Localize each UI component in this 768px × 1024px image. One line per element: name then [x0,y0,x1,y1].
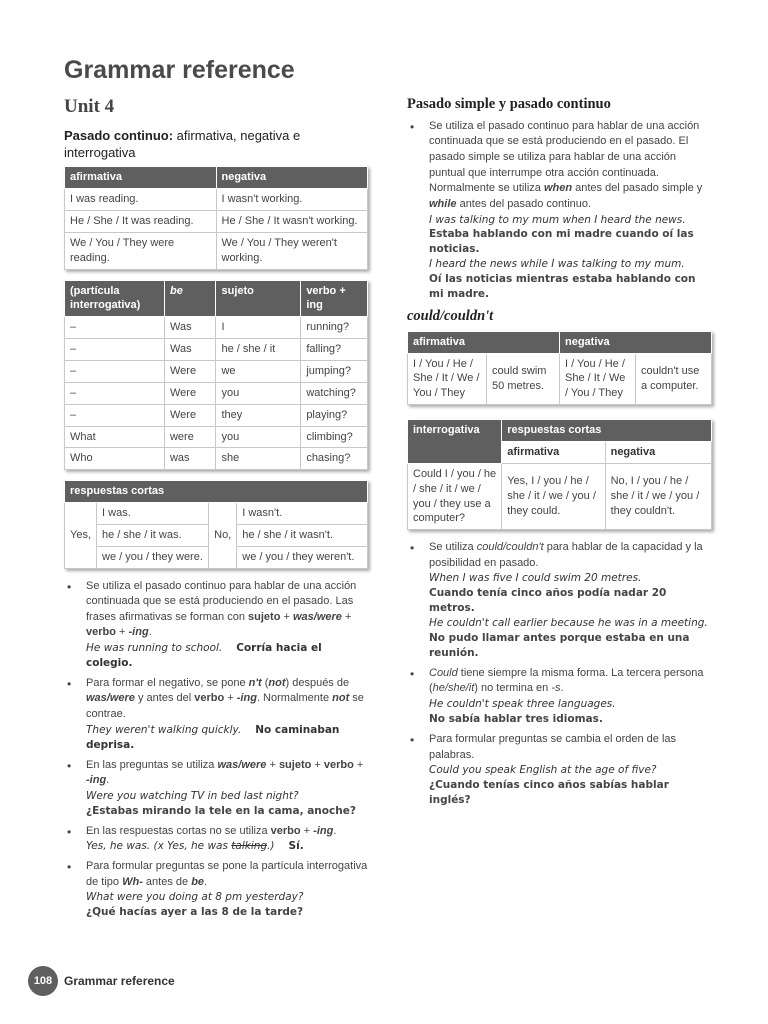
section-heading-could: could/couldn't [407,307,494,324]
table-could-interrogative [407,419,712,530]
example-spanish: No sabía hablar tres idiomas. [429,713,603,725]
table-header: verbo + ing [301,280,368,317]
page-number-badge: 108 [28,966,58,996]
footer-label: Grammar reference [64,973,175,988]
example-english: Yes, he was. (x Yes, he was talking.) Sí. [86,840,304,853]
table-subheader: afirmativa [502,442,605,464]
list-item: • En las respuestas cortas no se utiliza verbo + -ing. Yes, he was. (x Yes, he was talking.) Sí. [64,824,368,855]
example-spanish: Cuando tenía cinco años podía nadar 20 metros. [429,587,667,615]
list-item: • Para formar el negativo, se pone n't (not) después de was/were y antes del verbo + -ing. Normalmente not se contrae. They weren't walking quickly. No caminaban deprisa. [64,676,368,753]
list-item: • En las preguntas se utiliza was/were + sujeto + verbo + -ing. Were you watching TV in bed last night? ¿Estabas mirando la tele en la cama, anoche? [64,758,368,819]
table-row: I was reading. I wasn't working. [65,189,368,211]
table-subheader: negativa [605,442,711,464]
example-spanish: ¿Qué hacías ayer a las 8 de la tarde? [86,906,304,919]
table-row: he / she / it was. he / she / it wasn't. [65,524,368,546]
example-spanish: Estaba hablando con mi madre cuando oí las noticias. [429,228,694,256]
table-row: Could I / you / he / she / it / we / you / they use a computer? Yes, I / you / he / she / it / we / you / they could. No, I / you / he / she / it / we / you / they couldn't. [408,463,712,529]
table-header: be [164,280,216,317]
example-spanish: No pudo llamar antes porque estaba en una reunión. [429,632,690,659]
example-english: When I was five I could swim 20 metres. [429,572,642,585]
example-english: Could you speak English at the age of five? [429,764,657,777]
table-interrogative [64,280,368,471]
list-item: • Se utiliza el pasado continuo para hablar de una acción continuada que se está produciendo en el pasado. El pasado simple se utiliza para hablar de una acción puntual que interrumpe otra acción continuada. Normalmente se utiliza when antes del pasado simple y while antes del pasado continuo. I was talking to my mum when I heard the news. Estaba hablando con mi madre cuando oí las noticias. I heard the news while I was talking to my mum. Oí las noticias mientras estaba hablando con mi madre. [407,119,712,302]
table-header: interrogativa [408,420,502,464]
table-affirmative-negative [64,166,368,269]
list-item: • Para formular preguntas se pone la partícula interrogativa de tipo Wh- antes de be. What were you doing at 8 pm yesterday? ¿Qué hacías ayer a las 8 de la tarde? [64,859,368,920]
table-row: We / You / They were reading. We / You / They weren't working. [65,232,368,269]
table-header: negativa [216,167,368,189]
table-short-answers [64,480,368,568]
table-could-affirmative-negative [407,331,712,405]
table-row: – Was he / she / it falling? [65,339,368,361]
table-header: respuestas cortas [502,420,712,442]
table-row: Who was she chasing? [65,448,368,470]
example-english: What were you doing at 8 pm yesterday? [86,891,304,904]
section-heading-pasado-continuo: Pasado continuo: afirmativa, negativa e interrogativa [64,127,301,160]
list-item: • Se utiliza el pasado continuo para hablar de una acción continuada que se está produciendo en el pasado. Las frases afirmativas se forman con sujeto + was/were + verbo + -ing. He was running to school. Corría hacia el colegio. [64,579,368,671]
notes-could [407,540,712,808]
section-heading-pasado-simple: Pasado simple y pasado continuo [407,96,611,112]
table-header: respuestas cortas [65,481,368,503]
table-header: sujeto [216,280,301,317]
table-row: I / You / He / She / It / We / You / They could swim 50 metres. I / You / He / She / It / We / You / They couldn't use a computer. [408,353,712,405]
example-english: I was talking to my mum when I heard the news. [429,213,686,226]
table-row: – Were you watching? [65,382,368,404]
left-column [64,94,368,925]
table-row: What were you climbing? [65,426,368,448]
list-item: • Se utiliza could/couldn't para hablar de la capacidad y la posibilidad en pasado. When I was five I could swim 20 metres. Cuando tenía cinco años podía nadar 20 metros. He couldn't call earlier because he was in a meeting. No pudo llamar antes porque estaba en una reunión. [407,540,712,661]
notes-pasado-simple [407,119,712,302]
table-row: Yes, I was. No, I wasn't. [65,503,368,525]
table-header: afirmativa [65,167,217,189]
example-spanish: ¿Estabas mirando la tele en la cama, anoche? [86,804,356,817]
table-row: – Was I running? [65,317,368,339]
page-title: Grammar reference [64,56,295,84]
table-header: afirmativa [408,331,560,353]
table-row: we / you / they were. we / you / they weren't. [65,546,368,568]
example-english: He was running to school. Corría hacia el colegio. [86,642,322,669]
list-item: • Could tiene siempre la misma forma. La tercera persona (he/she/it) no termina en -s. He couldn't speak three languages. No sabía hablar tres idiomas. [407,666,712,727]
right-column [407,94,712,813]
list-item: • Para formular preguntas se cambia el orden de las palabras. Could you speak English at the age of five? ¿Cuando tenías cinco años sabías hablar inglés? [407,732,712,808]
example-english: They weren't walking quickly. No caminaban deprisa. [86,723,340,751]
page-footer [28,966,175,996]
unit-title: Unit 4 [64,96,115,117]
example-english: I heard the news while I was talking to my mum. [429,258,685,271]
example-english: He couldn't call earlier because he was in a meeting. [429,617,708,630]
table-header: (partícula interrogativa) [65,280,165,317]
example-english: Were you watching TV in bed last night? [86,789,299,802]
example-english: He couldn't speak three languages. [429,698,616,711]
table-header: negativa [559,331,711,353]
example-spanish: ¿Cuando tenías cinco años sabías hablar inglés? [429,779,669,806]
table-row: He / She / It was reading. He / She / It wasn't working. [65,211,368,233]
table-row: – Were they playing? [65,404,368,426]
example-spanish: Oí las noticias mientras estaba hablando con mi madre. [429,273,696,301]
table-row: – Were we jumping? [65,361,368,383]
notes-pasado-continuo [64,579,368,920]
